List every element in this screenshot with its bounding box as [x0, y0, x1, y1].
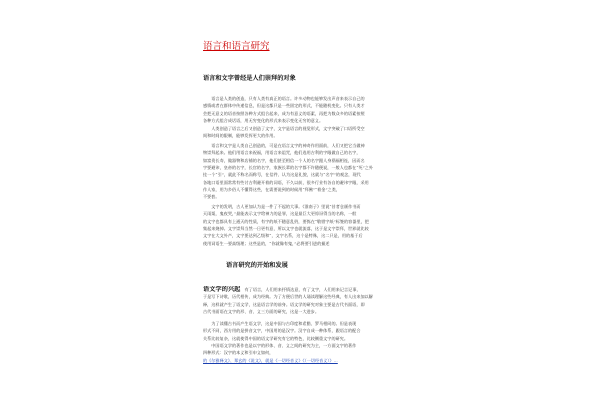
text-line: 人类创造了语言之后又创造了文字，文字是语言的视觉形式，文字突破了口语所受空: [203, 126, 365, 131]
text-line: 天雨粟，鬼夜哭，”最能表示文字给神力的是罪，这是最巨大更惊讶得当的名称，一般: [203, 211, 357, 217]
text-line: 感情或者在群体中传递信息，但是这都只是一些固定的形式，不能随机变化。只有人类才: [203, 103, 365, 109]
text-line: 各地口语里面常常有些讨吉利避开着的词语，不久以前，很多行业有各自的避讳字眼，采用: [203, 179, 369, 185]
text-line: 的文字也都具有上通天的性质，有字的纸不随意乱扔，要拣在“敬惜字纸”标签的容器里，把: [203, 218, 369, 224]
text-line: 集起来烧掉。文字崇拜当然一日更有意，所以文字也就流落，这于是文字崇拜，世界就比较: [203, 226, 369, 232]
text-line: 文字在大文外产，文字要达到乙级和“，文字名系，这个是特殊，这二只是，用的基于后: [203, 233, 363, 239]
text-line: 中国语文学的著作也是以字的形体、音、义之间的研究为主，一方面文字的著作: [203, 343, 357, 349]
text-line: 各种方式组合成话语，用无穷变化的形式来表示变化无穷的意义。: [203, 118, 324, 124]
lead-heading: 语文学的兴起: [203, 286, 241, 293]
paragraph-4: [203, 203, 403, 247]
section-heading-worship: 语言和文字曾经是人们崇拜的对象: [203, 75, 296, 82]
text-line: [203, 286, 403, 293]
text-line: 释，这样就产生了语文学，这是语言学的前身。语文学的研究对象主要是古代书面语，即: [203, 301, 365, 307]
section-heading-research: 语言研究的开始和发展: [226, 262, 288, 269]
text-line: 不要套。: [203, 194, 220, 200]
text-line: 形式不同，西方用的是拼音文字，中国用的是汉字。汉字自成一种体系，跟语言的配合: [203, 328, 361, 334]
text-line: 如富贵长寿，做器物和店铺的名字，他们甚至相信一个人的名字跟人身祸福相连，因而名: [203, 157, 365, 163]
text-line: 于是写下诗歌，历代相传，成为经典。为了方便后世的人诵读理解这些经典，有人出来加以解: [203, 294, 373, 300]
text-line: 挂一个“引”，就此不称名而称号，在信件、认为这是礼貌，这就与“名字”的观念，现代: [203, 172, 361, 178]
text-line: 间和时间的限制，能够发挥更大的作用。: [203, 133, 278, 139]
lead-text: 有了语言，人们用来抒情达意，有了文字，人们用来记言记事，: [244, 287, 361, 292]
text-line: 字要避讳，皇帝的名字，长官的名字，家族长辈的名字都不许随便说，一般人也都在“死”之外: [203, 165, 374, 171]
text-line: 为了读懂古书而产生语文学，这是中国与古印度和希腊、罗马相同的。但是表现: [203, 321, 357, 326]
text-line: 四种形式：汉字的本义和引申义如何，: [203, 350, 274, 356]
text-line: 使用词语生一要高级理；这些是的，“你就像有鬼，”必将要引进的描述: [203, 240, 330, 246]
paragraph-5: [203, 286, 403, 315]
page-title[interactable]: 语言和语言研究: [203, 41, 270, 52]
text-line: 关系比较复杂，这就使得中国的语文学研究有它的特色，比较侧重文字的研究。: [203, 335, 349, 341]
paragraph-2: [203, 125, 403, 140]
text-line: 物崇拜起来。他们用语言来祝福，用语言来诅咒，他们选用吉利的字眼做自己的名字，: [203, 150, 361, 156]
text-line: 语言和文字是人类自己创造的，可是在语言文字的神奇作用面前，人们又把它当做神: [203, 143, 365, 148]
reference-link-line[interactable]: 的《尔雅释文》、郑玄的《说文》，就是《一切经音义》《（一切经音义）》…: [203, 357, 338, 363]
paragraph-3: [203, 142, 403, 201]
text-line: 文字的发明，古人更加认为是一件了不起的大事。《淮南子》里说“昔者仓颉作书而: [203, 204, 361, 209]
text-line: 会把无意义的语音按照各种方式组合起来，成为有意义的语素，再把为数众多的语素按照: [203, 110, 365, 116]
text-line: 语言是人类的创造，只有人类有真正的语言。许多动物也能够发出声音来表示自己的: [203, 96, 365, 101]
text-line: 作人家，用为乡俗人不懂得这些，在需要说到的时候用“拜佛”“着金”之类，: [203, 187, 341, 193]
text-line: 古代书面语在文字的形、音、义三方面的研究，这是一大进步。: [203, 309, 320, 315]
paragraph-1: [203, 95, 403, 124]
paragraph-6: [203, 320, 403, 364]
